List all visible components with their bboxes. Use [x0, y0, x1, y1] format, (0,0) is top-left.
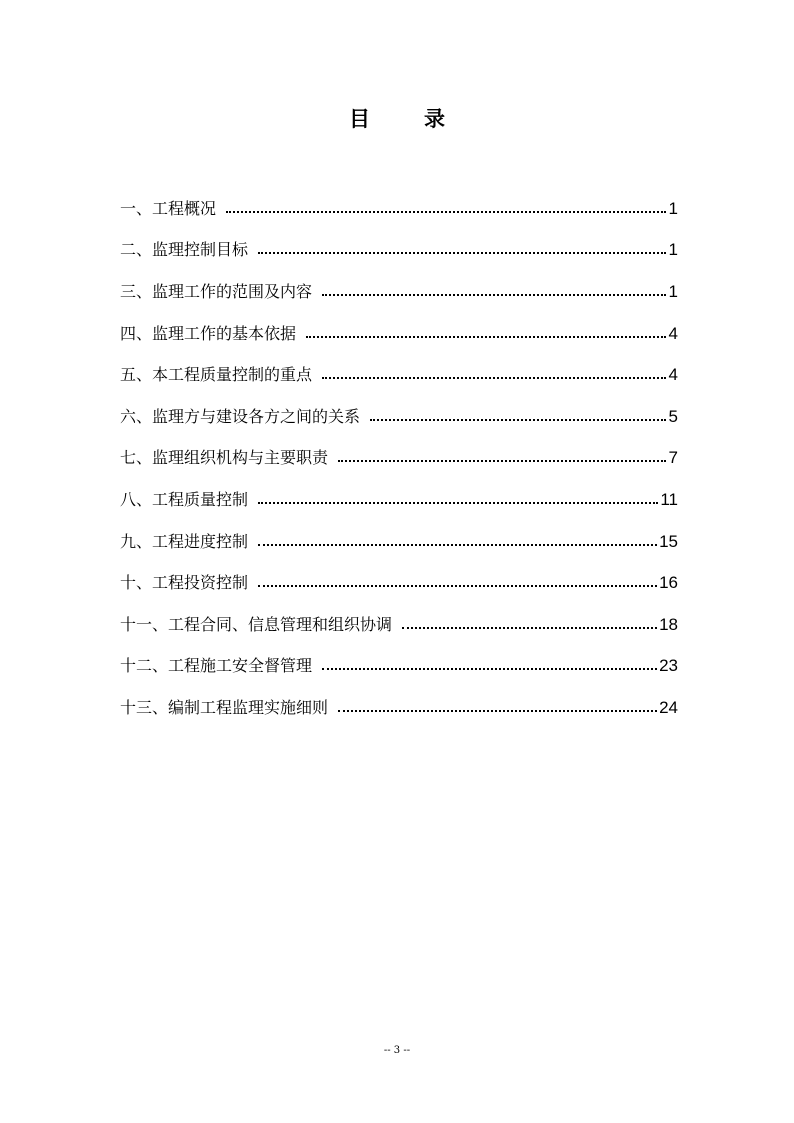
toc-leader-dots: [258, 252, 666, 254]
toc-entry-page: 1: [668, 198, 678, 218]
toc-entry[interactable]: [120, 188, 678, 230]
toc-leader-dots: [402, 627, 657, 629]
toc-entry-label: 十、工程投资控制: [120, 573, 249, 593]
toc-leader-dots: [370, 419, 666, 421]
toc-leader-dots: [322, 668, 657, 670]
toc-leader-dots: [258, 544, 657, 546]
toc-leader-dots: [306, 336, 666, 338]
toc-entry-label: 十二、工程施工安全督管理: [120, 656, 313, 676]
toc-leader-dots: [226, 211, 666, 213]
toc-entry[interactable]: [120, 479, 678, 521]
toc-entry-label: 二、监理控制目标: [120, 240, 249, 260]
toc-entry-page: 7: [668, 448, 678, 468]
table-of-contents: [120, 188, 678, 729]
toc-entry-page: 18: [659, 614, 678, 634]
toc-leader-dots: [258, 585, 657, 587]
toc-entry[interactable]: [120, 646, 678, 688]
toc-entry[interactable]: [120, 438, 678, 480]
toc-entry-label: 十一、工程合同、信息管理和组织协调: [120, 614, 393, 634]
toc-entry[interactable]: [120, 354, 678, 396]
toc-entry-label: 八、工程质量控制: [120, 489, 249, 509]
toc-entry[interactable]: [120, 521, 678, 563]
toc-entry[interactable]: [120, 271, 678, 313]
toc-entry-label: 三、监理工作的范围及内容: [120, 281, 313, 301]
toc-entry-label: 五、本工程质量控制的重点: [120, 365, 313, 385]
toc-entry-label: 九、工程进度控制: [120, 531, 249, 551]
toc-entry[interactable]: [120, 562, 678, 604]
toc-entry-page: 5: [668, 406, 678, 426]
toc-entry-page: 15: [659, 531, 678, 551]
toc-entry-page: 1: [668, 240, 678, 260]
toc-entry[interactable]: [120, 687, 678, 729]
toc-title: [0, 103, 794, 133]
toc-leader-dots: [338, 710, 657, 712]
toc-entry-page: 4: [668, 365, 678, 385]
toc-title-left: 目: [349, 106, 370, 131]
toc-entry-label: 十三、编制工程监理实施细则: [120, 697, 329, 717]
toc-leader-dots: [338, 460, 666, 462]
toc-leader-dots: [258, 502, 658, 504]
toc-entry-page: 1: [668, 281, 678, 301]
toc-leader-dots: [322, 294, 666, 296]
toc-entry-label: 一、工程概况: [120, 198, 217, 218]
toc-entry[interactable]: [120, 313, 678, 355]
toc-entry-label: 六、监理方与建设各方之间的关系: [120, 406, 361, 426]
toc-entry-page: 4: [668, 323, 678, 343]
toc-entry[interactable]: [120, 230, 678, 272]
toc-leader-dots: [322, 377, 666, 379]
toc-title-right: 录: [424, 106, 445, 131]
toc-entry-page: 16: [659, 573, 678, 593]
toc-entry-label: 四、监理工作的基本依据: [120, 323, 297, 343]
page-number-footer: -- 3 --: [383, 1045, 411, 1056]
toc-entry[interactable]: [120, 396, 678, 438]
toc-entry-page: 11: [660, 489, 678, 509]
toc-entry-page: 23: [659, 656, 678, 676]
toc-entry-page: 24: [659, 697, 678, 717]
toc-entry[interactable]: [120, 604, 678, 646]
toc-entry-label: 七、监理组织机构与主要职责: [120, 448, 329, 468]
